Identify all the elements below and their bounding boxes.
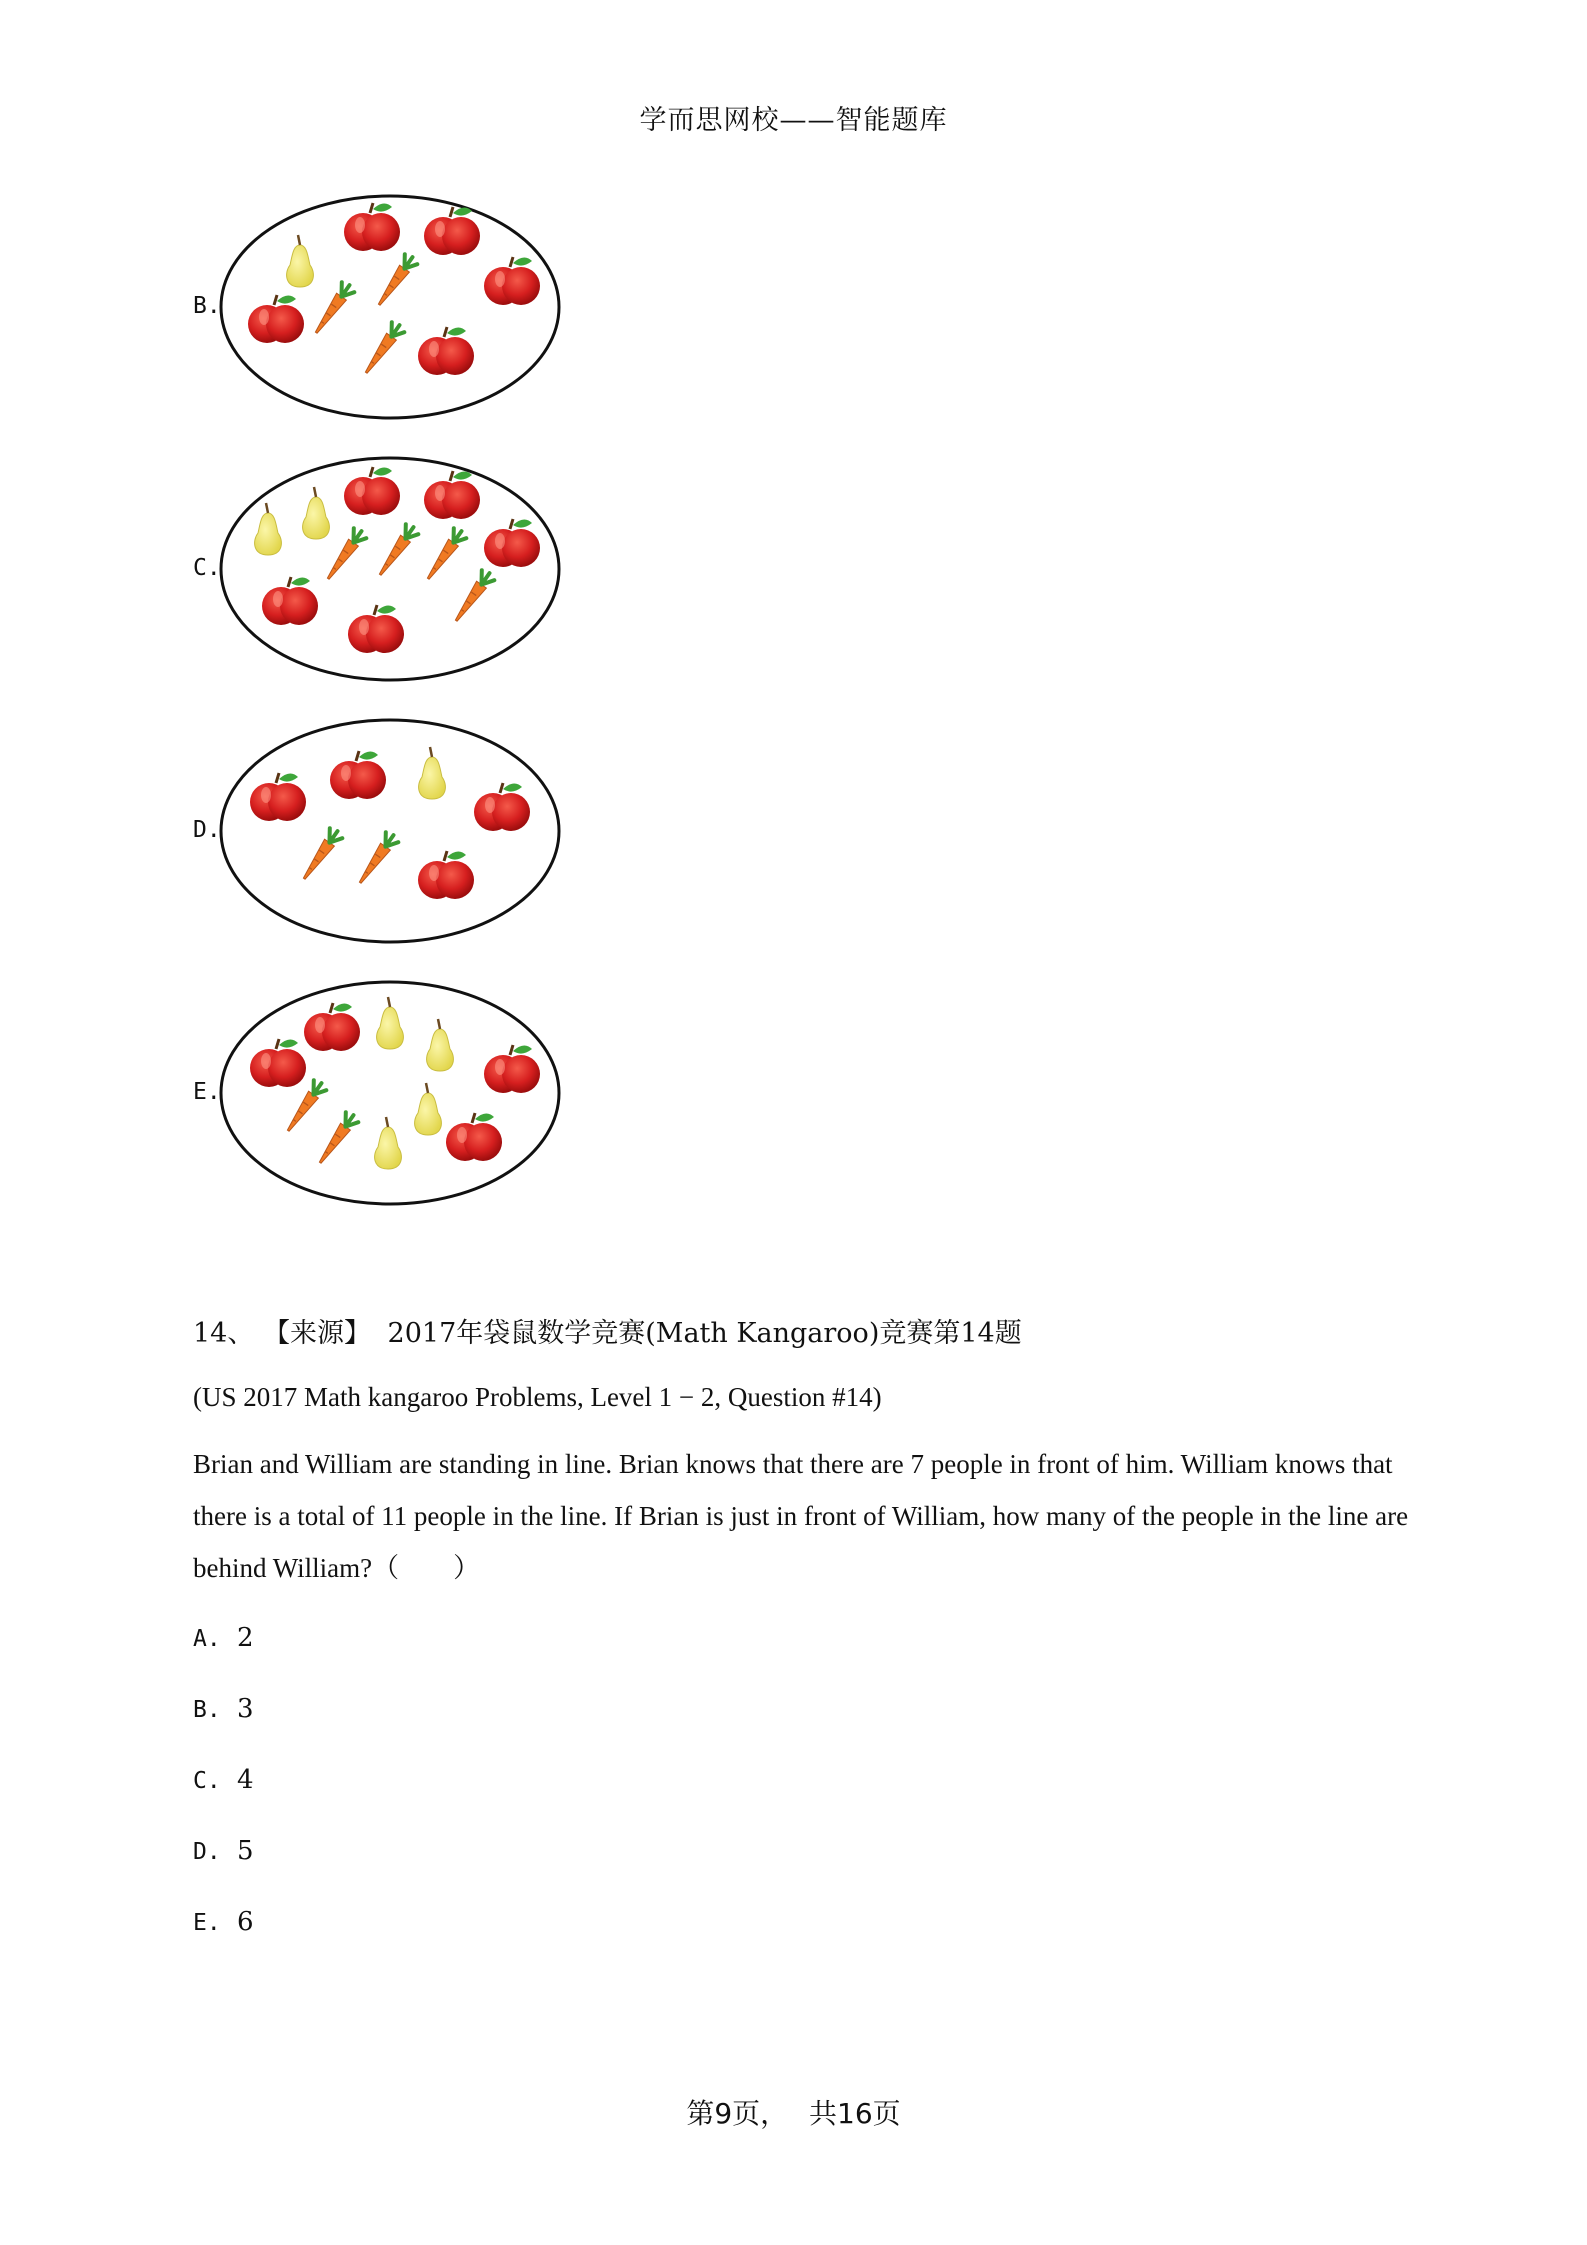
answer-key: A. bbox=[193, 1626, 221, 1652]
page-number: 第9页， bbox=[686, 2097, 789, 2130]
option-d-label: D. bbox=[193, 817, 221, 843]
plate-outline bbox=[221, 720, 559, 942]
answer-key: E. bbox=[193, 1910, 221, 1936]
answer-value: 3 bbox=[237, 1694, 254, 1724]
source-tag: 【来源】 bbox=[262, 1318, 371, 1349]
page-footer bbox=[0, 2092, 1587, 2132]
option-d-image[interactable] bbox=[218, 717, 562, 945]
answer-key: B. bbox=[193, 1697, 221, 1723]
answer-d[interactable] bbox=[193, 1836, 254, 1866]
answer-value: 5 bbox=[237, 1836, 254, 1866]
option-c-label: C. bbox=[193, 555, 221, 581]
option-e-image[interactable] bbox=[218, 979, 562, 1207]
option-b-image[interactable] bbox=[218, 193, 562, 421]
answer-e[interactable] bbox=[193, 1907, 254, 1937]
answer-c[interactable] bbox=[193, 1765, 254, 1795]
question-source-line bbox=[193, 1311, 1022, 1350]
answer-value: 2 bbox=[237, 1623, 254, 1653]
question-reference: (US 2017 Math kangaroo Problems, Level 1 − 2, Question #14) bbox=[193, 1382, 882, 1412]
answer-key: D. bbox=[193, 1839, 221, 1865]
option-e-label: E. bbox=[193, 1079, 221, 1105]
option-c-image[interactable] bbox=[218, 455, 562, 683]
question-number: 14、 bbox=[193, 1318, 255, 1349]
source-text: 2017年袋鼠数学竞赛(Math Kangaroo)竞赛第14题 bbox=[387, 1318, 1022, 1349]
answer-a[interactable] bbox=[193, 1623, 254, 1653]
answer-b[interactable] bbox=[193, 1694, 254, 1724]
page-total: 共16页 bbox=[809, 2097, 901, 2130]
page-header: 学而思网校——智能题库 bbox=[639, 105, 948, 136]
answer-value: 4 bbox=[237, 1765, 254, 1795]
question-body: Brian and William are standing in line. Brian knows that there are 7 people in front of him. William knows that there is a total of 11 people in the line. If Brian is just in front of William, how many of the people in the line are behind William?（ ） bbox=[193, 1449, 1409, 1583]
answer-key: C. bbox=[193, 1768, 221, 1794]
answer-value: 6 bbox=[237, 1907, 254, 1937]
option-b-label: B. bbox=[193, 293, 221, 319]
